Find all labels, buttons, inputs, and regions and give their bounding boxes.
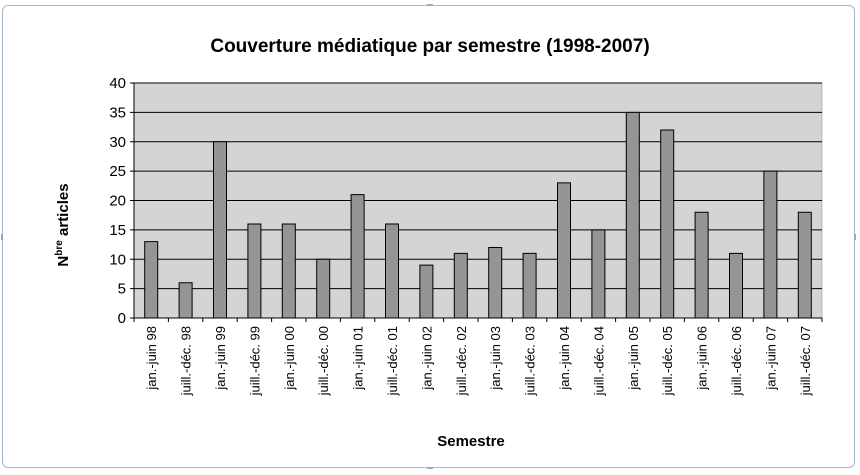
bar [351,195,364,318]
y-tick-label: 30 [109,133,126,151]
x-tick-label: juill.-déc. 06 [729,326,744,396]
x-tick-label: juill.-déc. 99 [247,326,263,396]
bar [523,253,536,318]
x-tick-label: jan.-juin 98 [144,326,160,390]
x-tick-label: jan.-juin 02 [419,326,435,390]
bar [317,259,330,318]
bar [179,283,192,318]
y-tick-labels [109,75,134,327]
bar [386,224,399,318]
x-tick-label: jan.-juin 06 [694,326,710,390]
x-axis-title: Semestre [437,433,505,450]
bar [489,248,502,319]
bar [764,171,777,318]
y-tick-label: 20 [109,192,126,210]
x-tick-label: jan.-juin 03 [488,326,504,390]
x-tick-label: jan.-juin 04 [557,326,572,390]
x-tick-label: juill.-déc. 03 [522,326,538,396]
y-tick-label: 5 [117,280,126,298]
bar [558,183,571,318]
x-tick-label: jan.-juin 00 [281,326,297,390]
bar [214,142,227,318]
bar [730,253,743,318]
bar [248,224,261,318]
bar [798,212,811,318]
bar [592,230,605,318]
bar [661,130,674,318]
chart-title: Couverture médiatique par semestre (1998-2007) [210,36,650,57]
x-tick-label: juill.-déc. 00 [316,326,332,396]
y-tick-label: 0 [117,310,126,327]
bar [626,112,639,318]
x-tick-label: jan.-juin 99 [213,326,228,390]
x-tick-label: juill.-déc. 98 [178,326,194,396]
x-tick-label: juill.-déc. 07 [797,326,813,396]
x-tick-label: juill.-déc. 04 [591,326,607,396]
x-tick-labels [134,318,822,396]
x-tick-label: jan.-juin 01 [350,326,366,390]
y-axis-title: $N^{bre}$ articles [54,183,72,267]
x-tick-label: jan.-juin 07 [763,326,779,390]
bar [282,224,295,318]
x-tick-label: jan.-juin 05 [625,326,641,390]
bar [420,265,433,318]
x-tick-label: juill.-déc. 05 [660,326,676,396]
y-tick-label: 40 [109,75,126,92]
bar [145,242,158,318]
x-tick-label: juill.-déc. 02 [453,326,469,396]
y-tick-label: 15 [109,221,126,239]
bar [695,212,708,318]
bar [454,253,467,318]
y-tick-label: 25 [109,163,126,181]
plot-area [134,83,822,318]
y-tick-label: 10 [109,251,126,269]
x-tick-label: juill.-déc. 01 [385,326,400,396]
y-tick-label: 35 [109,104,126,122]
